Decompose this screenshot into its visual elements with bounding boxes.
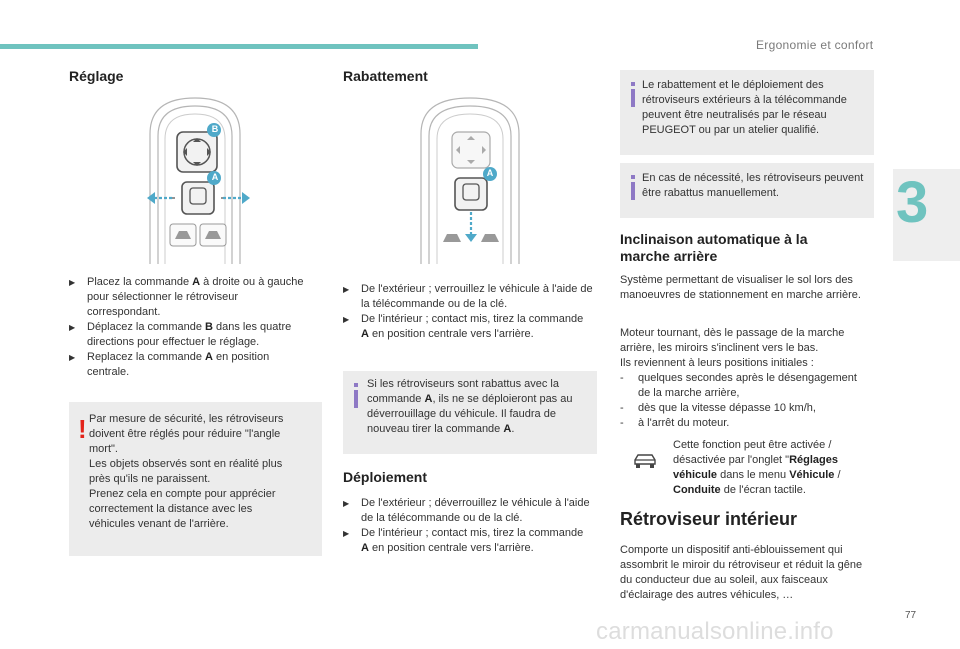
- bullet-arrow-icon: ▶: [343, 315, 350, 324]
- text-run: /: [834, 469, 841, 481]
- bullet-item: [343, 312, 593, 342]
- figure-reglage-control: [145, 94, 250, 264]
- bullet-item: [343, 496, 593, 526]
- bold-ref: A: [424, 393, 433, 405]
- bullet-arrow-icon: ▶: [69, 353, 76, 362]
- bullet-arrow-icon: ▶: [343, 529, 350, 538]
- bullet-arrow-icon: ▶: [343, 285, 350, 294]
- info-icon: [349, 383, 365, 409]
- deploiement-bullets: [343, 496, 593, 556]
- heading-inclinaison: [620, 231, 807, 265]
- inclinaison-para2: Moteur tournant, dès le passage de la marche arrière, les miroirs s'inclinent vers le bas.: [620, 327, 845, 354]
- dash-marker: -: [620, 402, 624, 414]
- info-box-manuel: [620, 163, 874, 218]
- header-accent-bar: [0, 44, 478, 49]
- info-icon: [626, 82, 642, 108]
- bullet-item: [69, 320, 314, 350]
- figure-rabattement-control: [415, 94, 525, 264]
- bullet-item: [69, 275, 314, 320]
- bold-ref: B: [205, 321, 213, 333]
- dash-item: [620, 401, 865, 416]
- callout-a-label-2: A: [486, 168, 494, 178]
- bullet-item: [69, 350, 314, 380]
- bold-ref: Réglages véhicule: [673, 454, 838, 481]
- callout-a-label: A: [211, 172, 219, 182]
- heading-reglage: Réglage: [69, 68, 124, 84]
- heading-inclinaison-line2: marche arrière: [620, 248, 718, 264]
- warning-line: doivent être réglés pour réduire "l'angle: [89, 428, 281, 440]
- warning-line: Prenez cela en compte pour apprécier: [89, 488, 276, 500]
- bold-ref: A: [503, 423, 512, 435]
- dash-marker: -: [620, 417, 624, 429]
- heading-deploiement: Déploiement: [343, 469, 428, 485]
- bullet-item: [343, 282, 593, 312]
- warning-line: correctement la distance avec les: [89, 503, 253, 515]
- bold-ref: A: [205, 351, 213, 363]
- warning-line: Par mesure de sécurité, les rétroviseurs: [89, 413, 284, 425]
- heading-rabattement: Rabattement: [343, 68, 428, 84]
- text-run: De l'extérieur ; verrouillez le véhicule à l'aide de la télécommande ou de la clé.: [361, 283, 593, 310]
- warning-line: près qu'ils ne paraissent.: [89, 473, 211, 485]
- callout-b-label: B: [211, 124, 219, 134]
- info-text-manuel: En cas de nécessité, les rétroviseurs peuvent être rabattus manuellement.: [642, 172, 864, 199]
- info-icon: [626, 175, 642, 201]
- bold-ref: A: [361, 328, 369, 340]
- text-run: dans les quatre directions pour effectuer le réglage.: [87, 321, 292, 348]
- dash-text: quelques secondes après le désengagement de la marche arrière,: [638, 372, 857, 399]
- info-text-neutralise: Le rabattement et le déploiement des rétroviseurs extérieurs à la télécommande peuvent être neutralisés par le réseau PEUGEOT ou par un atelier qualifié.: [642, 79, 847, 136]
- warning-exclamation-icon: !: [78, 414, 87, 444]
- text-run: Placez la commande: [87, 276, 193, 288]
- text-run: .: [511, 423, 515, 435]
- bullet-arrow-icon: ▶: [69, 323, 76, 332]
- warning-box: [69, 402, 322, 556]
- watermark: carmanualsonline.info: [596, 618, 834, 645]
- car-settings-icon: [632, 451, 658, 471]
- text-run: De l'extérieur ; déverrouillez le véhicule à l'aide de la télécommande ou de la clé.: [361, 497, 590, 524]
- dash-text: dès que la vitesse dépasse 10 km/h,: [638, 402, 816, 414]
- text-run: Si les rétroviseurs sont rabattus avec la commande: [367, 378, 559, 405]
- info-text-rabattement: [367, 377, 592, 437]
- text-run: en position centrale vers l'arrière.: [368, 542, 534, 554]
- reglage-bullets: [69, 275, 314, 380]
- info-box-rabattement: [343, 371, 597, 454]
- chapter-title: Ergonomie et confort: [756, 38, 874, 52]
- bold-ref: Véhicule: [789, 469, 835, 481]
- warning-text: [89, 412, 309, 532]
- warning-line: Les objets observés sont en réalité plus: [89, 458, 283, 470]
- bullet-item: [343, 526, 593, 556]
- chapter-number: 3: [896, 170, 929, 235]
- heading-retro-interieur: Rétroviseur intérieur: [620, 509, 798, 529]
- bold-ref: A: [361, 542, 369, 554]
- page-number: 77: [905, 610, 917, 621]
- dash-text: à l'arrêt du moteur.: [638, 417, 730, 429]
- inclinaison-dash-list: [620, 371, 865, 431]
- dash-item: [620, 371, 865, 401]
- bullet-arrow-icon: ▶: [343, 499, 350, 508]
- retro-interieur-para: Comporte un dispositif anti-éblouissement qui assombrit le miroir du rétroviseur et réduit la gêne du conducteur due au soleil, aux faisceaux d'éclairage des autres véhicules, …: [620, 544, 863, 601]
- text-run: en position centrale.: [87, 351, 270, 378]
- text-run: Cette fonction peut être activée / désactivée par l'onglet ": [673, 439, 832, 466]
- warning-line: véhicules venant de l'arrière.: [89, 518, 229, 530]
- rabattement-bullets: [343, 282, 593, 342]
- bold-ref: Conduite: [673, 484, 721, 496]
- bullet-arrow-icon: ▶: [69, 278, 76, 287]
- dash-marker: -: [620, 372, 624, 384]
- warning-line: mort".: [89, 443, 118, 455]
- text-run: en position centrale vers l'arrière.: [368, 328, 534, 340]
- text-run: de l'écran tactile.: [720, 484, 806, 496]
- text-run: à droite ou à gauche pour sélectionner le rétroviseur correspondant.: [87, 276, 304, 318]
- text-run: , ils ne se déploieront pas au déverrouillage du véhicule. Il faudra de nouveau tirer la commande: [367, 393, 573, 435]
- bold-ref: A: [192, 276, 201, 288]
- inclinaison-para1: Système permettant de visualiser le sol lors des manoeuvres de stationnement en marche arrière.: [620, 274, 861, 301]
- info-box-neutralise: [620, 70, 874, 155]
- text-run: De l'intérieur ; contact mis, tirez la commande: [361, 313, 584, 325]
- text-run: De l'intérieur ; contact mis, tirez la commande: [361, 527, 584, 539]
- inclinaison-note: [673, 438, 873, 498]
- dash-item: [620, 416, 865, 431]
- text-run: Replacez la commande: [87, 351, 206, 363]
- inclinaison-para3: Ils reviennent à leurs positions initiales :: [620, 357, 814, 369]
- heading-inclinaison-line1: Inclinaison automatique à la: [620, 231, 808, 247]
- text-run: Déplacez la commande: [87, 321, 206, 333]
- text-run: dans le menu: [717, 469, 790, 481]
